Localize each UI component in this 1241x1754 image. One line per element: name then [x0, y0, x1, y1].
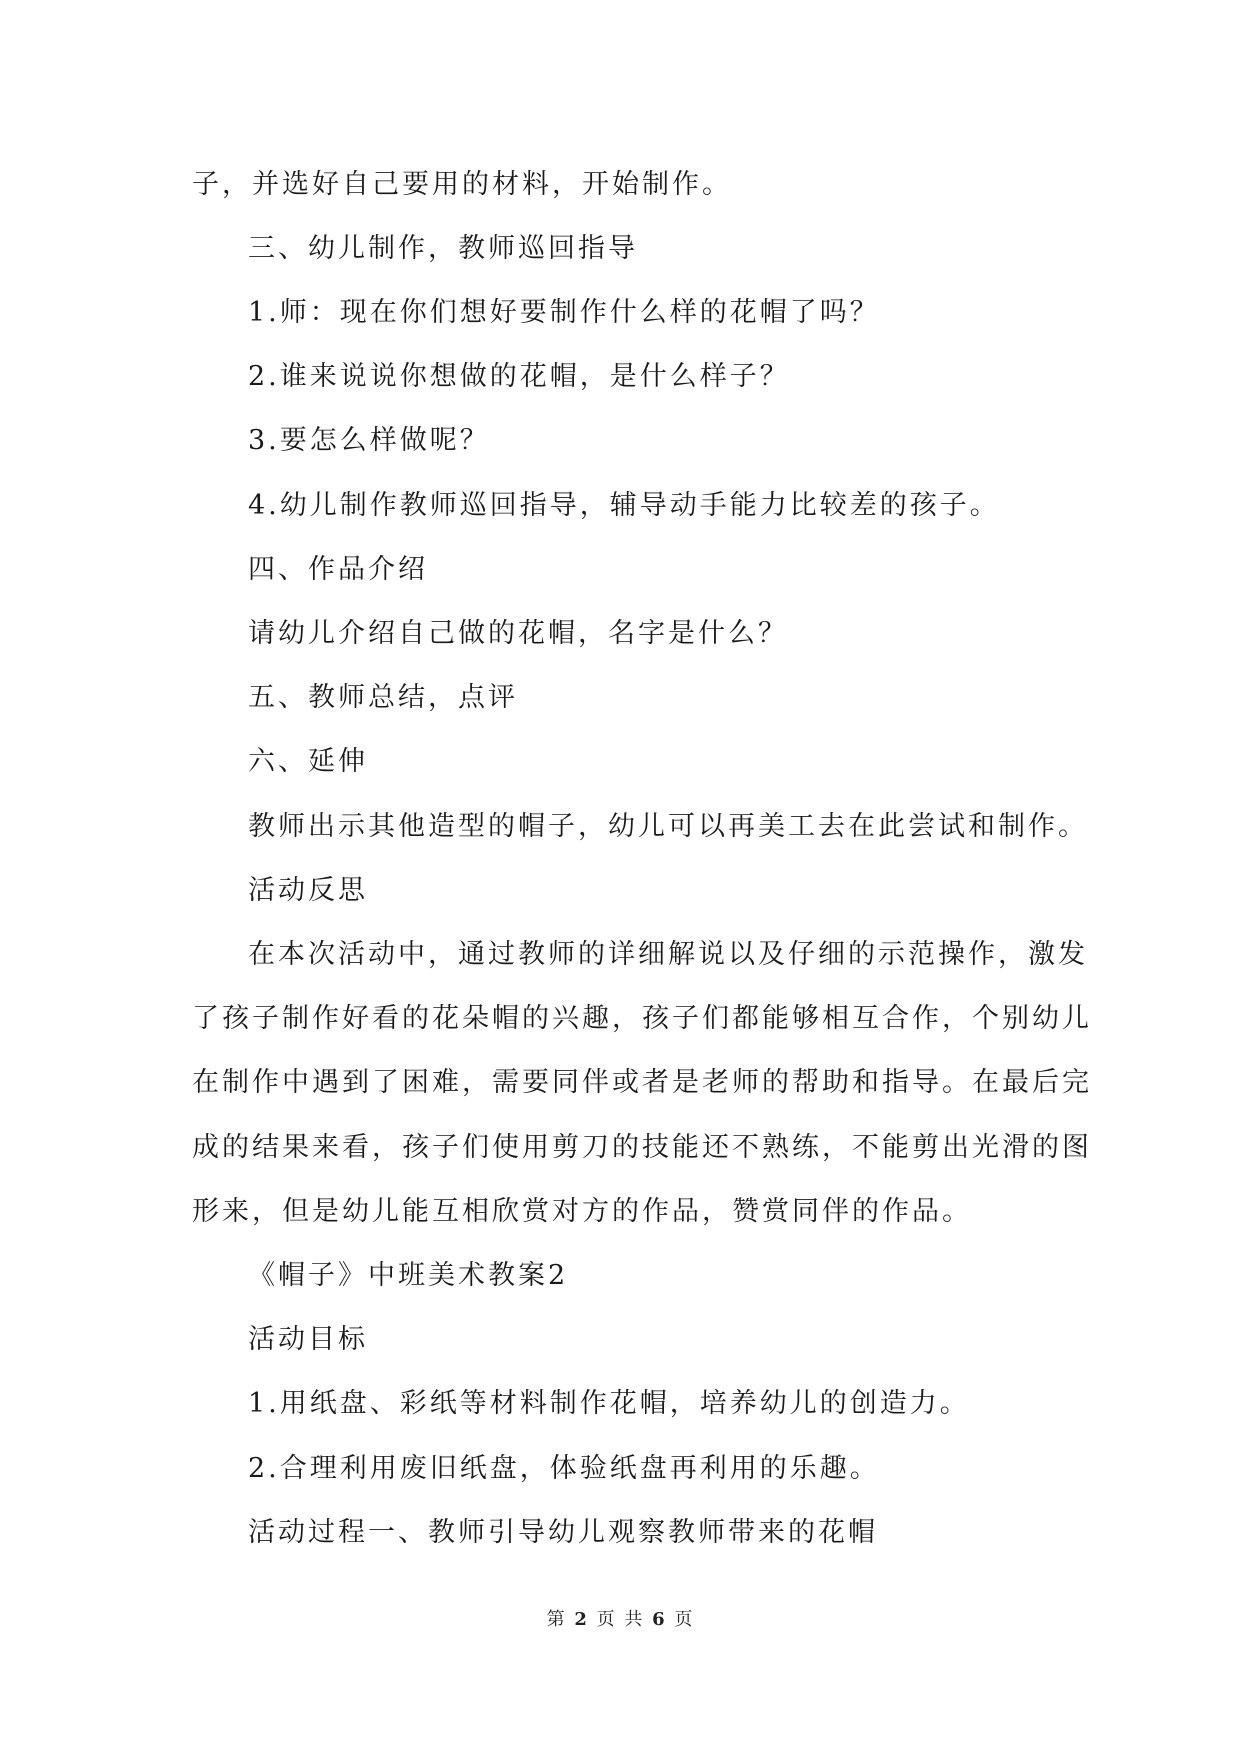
paragraph-line: 在制作中遇到了困难，需要同伴或者是老师的帮助和指导。在最后完: [192, 1067, 1092, 1098]
footer-suffix: 页: [674, 1609, 695, 1630]
paragraph-line: 请幼儿介绍自己做的花帽，名字是什么？: [248, 618, 788, 649]
paragraph-line: 形来，但是幼儿能互相欣赏对方的作品，赞赏同伴的作品。: [192, 1196, 972, 1227]
footer-middle: 页 共: [596, 1609, 645, 1630]
section-heading: 五、教师总结，点评: [248, 682, 518, 713]
total-page-number: 6: [652, 1609, 667, 1630]
list-item: 3.要怎么样做呢？: [248, 425, 490, 456]
footer-prefix: 第: [546, 1609, 567, 1630]
list-item: 2.谁来说说你想做的花帽，是什么样子？: [248, 361, 790, 392]
paragraph-line: 在本次活动中，通过教师的详细解说以及仔细的示范操作，激发: [248, 939, 1088, 970]
paragraph-line: 教师出示其他造型的帽子，幼儿可以再美工去在此尝试和制作。: [248, 811, 1088, 842]
section-heading: 活动过程一、教师引导幼儿观察教师带来的花帽: [248, 1517, 878, 1548]
paragraph-line: 成的结果来看，孩子们使用剪刀的技能还不熟练，不能剪出光滑的图: [192, 1132, 1092, 1163]
paragraph-line: 子，并选好自己要用的材料，开始制作。: [192, 169, 732, 200]
paragraph-line: 了孩子制作好看的花朵帽的兴趣，孩子们都能够相互合作，个别幼儿: [192, 1003, 1092, 1034]
list-item: 4.幼儿制作教师巡回指导，辅导动手能力比较差的孩子。: [248, 490, 1000, 521]
page-number-footer: [0, 1608, 1241, 1632]
section-heading: 三、幼儿制作，教师巡回指导: [248, 233, 638, 264]
section-heading: 六、延伸: [248, 746, 368, 777]
section-heading: 活动目标: [248, 1324, 368, 1355]
section-heading: 四、作品介绍: [248, 554, 428, 585]
document-title: 《帽子》中班美术教案2: [248, 1260, 569, 1291]
current-page-number: 2: [574, 1609, 589, 1630]
list-item: 2.合理利用废旧纸盘，体验纸盘再利用的乐趣。: [248, 1453, 880, 1484]
list-item: 1.用纸盘、彩纸等材料制作花帽，培养幼儿的创造力。: [248, 1388, 970, 1419]
section-heading: 活动反思: [248, 875, 368, 906]
list-item: 1.师：现在你们想好要制作什么样的花帽了吗？: [248, 297, 880, 328]
